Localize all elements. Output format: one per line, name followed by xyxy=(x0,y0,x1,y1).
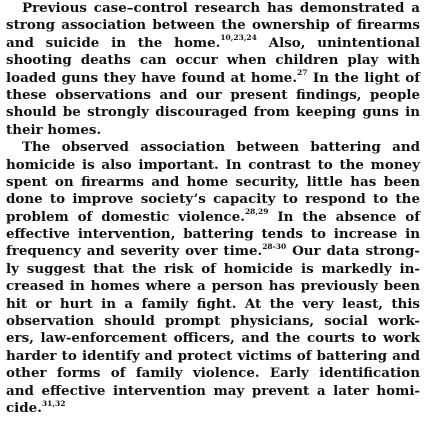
text-segment: frequency and severity over time. xyxy=(6,243,263,260)
text-line xyxy=(6,383,420,400)
text-segment: strong association between the ownership of firearms xyxy=(6,17,420,34)
text-line xyxy=(6,139,420,156)
text-line xyxy=(6,174,420,191)
text-line xyxy=(6,226,420,243)
text-segment: creased in homes where a person has previously been xyxy=(6,278,420,295)
citation-superscript: 28-30 xyxy=(262,241,287,251)
text-segment: Our data strong- xyxy=(286,243,421,260)
text-segment: harder to identify and protect victims of battering and xyxy=(6,347,420,364)
text-segment: and suicide in the home. xyxy=(6,34,221,51)
citation-superscript: 31,32 xyxy=(41,398,66,408)
text-segment: spent on firearms and home security, little has been xyxy=(6,173,420,190)
text-line xyxy=(6,122,420,139)
text-line xyxy=(6,0,420,17)
text-line xyxy=(6,296,420,313)
text-line xyxy=(6,313,420,330)
paragraph xyxy=(6,0,420,139)
text-line xyxy=(6,261,420,278)
text-segment: should be strongly discouraged from keeping guns in xyxy=(6,104,420,121)
text-segment: ly suggest that the risk of homicide is markedly in- xyxy=(6,260,420,277)
text-line xyxy=(6,35,420,52)
text-segment: effective intervention, battering tends to increase in xyxy=(6,226,420,243)
text-segment: cide. xyxy=(6,399,42,416)
citation-superscript: 10,23,24 xyxy=(220,33,257,43)
text-line xyxy=(6,70,420,87)
text-line xyxy=(6,209,420,226)
text-line xyxy=(6,17,420,34)
text-line xyxy=(6,348,420,365)
text-segment: observation should prompt physicians, social work- xyxy=(6,313,420,330)
text-segment: done to improve society’s capacity to respond to the xyxy=(6,191,420,208)
paragraph xyxy=(6,139,420,417)
text-segment: loaded guns they have found at home. xyxy=(6,69,298,86)
citation-superscript: 27 xyxy=(297,68,308,78)
text-line xyxy=(6,191,420,208)
text-line xyxy=(6,52,420,69)
text-line xyxy=(6,87,420,104)
text-line xyxy=(6,104,420,121)
text-segment: shooting deaths can occur when children play with xyxy=(6,52,420,69)
text-line xyxy=(6,278,420,295)
text-segment: In the light of xyxy=(307,69,420,86)
text-line xyxy=(6,157,420,174)
text-segment: The observed association between battering and xyxy=(22,139,420,156)
text-segment: other forms of family violence. Early identification xyxy=(6,365,420,382)
text-segment: problem of domestic violence. xyxy=(6,208,245,225)
text-line xyxy=(6,400,420,417)
text-segment: hit or hurt in a family fight. At the very least, this xyxy=(6,295,420,312)
text-line xyxy=(6,330,420,347)
citation-superscript: 28,29 xyxy=(244,207,269,217)
text-segment: Previous case–control research has demonstrated a xyxy=(22,0,420,16)
text-segment: these observations and our present findings, people xyxy=(6,86,420,103)
text-segment: In the absence of xyxy=(268,208,421,225)
text-line xyxy=(6,365,420,382)
text-segment: ers, law-enforcement officers, and the courts to work xyxy=(6,330,420,347)
text-segment: their homes. xyxy=(6,121,102,138)
text-segment: and effective intervention may prevent a later homi- xyxy=(6,382,420,399)
text-segment: Also, unintentional xyxy=(256,34,421,51)
text-line xyxy=(6,243,420,260)
text-segment: homicide is also important. In contrast to the money xyxy=(6,156,420,173)
article-body xyxy=(6,0,420,417)
